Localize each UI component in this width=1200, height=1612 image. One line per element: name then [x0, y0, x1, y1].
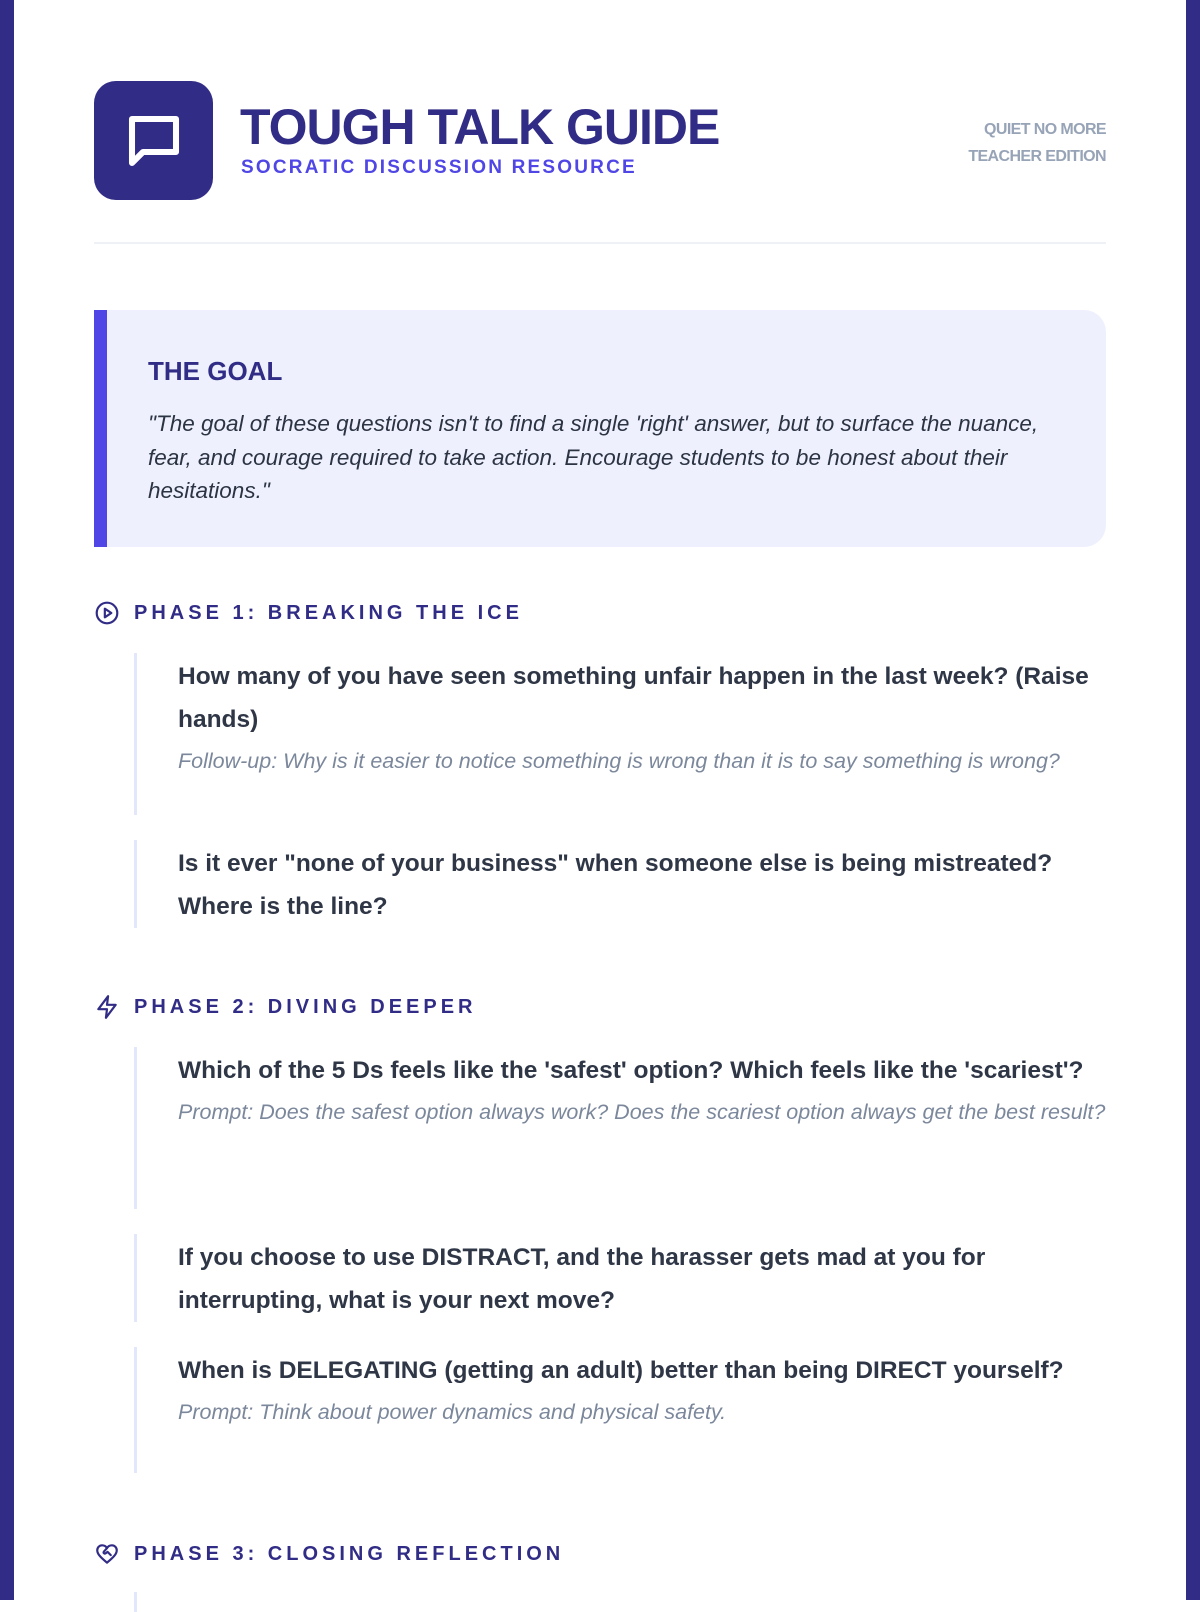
- goal-title: THE GOAL: [148, 356, 283, 386]
- phase-title: PHASE 3: CLOSING REFLECTION: [134, 1542, 565, 1565]
- phase-heading-2: [94, 992, 477, 1022]
- question-item: [134, 840, 1106, 928]
- question-text: Is it ever "none of your business" when someone else is being mistreated? Where is the line?: [178, 850, 1053, 920]
- phase-heading-3: [94, 1539, 564, 1569]
- question-text: If you choose to use DISTRACT, and the harasser gets mad at you for interrupting, what is your next move?: [178, 1244, 986, 1314]
- play-circle-icon: [94, 600, 120, 626]
- question-text: How many of you have seen something unfair happen in the last week? (Raise hands): [178, 663, 1089, 733]
- question-item: [134, 1047, 1106, 1209]
- question-text: When is DELEGATING (getting an adult) better than being DIRECT yourself?: [178, 1357, 1064, 1384]
- phase-heading-1: [94, 598, 523, 628]
- goal-text: "The goal of these questions isn't to find a single 'right' answer, but to surface the nuance, fear, and courage required to take action. Encourage students to be honest about their hesitations.": [148, 411, 1039, 503]
- question-item: [134, 653, 1106, 815]
- goal-callout: [94, 310, 1106, 547]
- question-item: [134, 1592, 1106, 1612]
- phase-title: PHASE 2: DIVING DEEPER: [134, 995, 477, 1018]
- page-frame-left: [0, 0, 14, 1600]
- page-subtitle: SOCRATIC DISCUSSION RESOURCE: [241, 157, 637, 178]
- lightning-icon: [94, 994, 120, 1020]
- edition-label: [968, 116, 1106, 170]
- question-item: [134, 1347, 1106, 1473]
- edition-name: TEACHER EDITION: [968, 148, 1106, 165]
- question-followup: Follow-up: Why is it easier to notice something is wrong than it is to say something is wrong?: [178, 749, 1060, 773]
- series-name: QUIET NO MORE: [984, 121, 1106, 138]
- logo: [94, 81, 213, 200]
- heart-handshake-icon: [94, 1541, 120, 1567]
- guide-page: [94, 0, 1106, 1565]
- page-frame-right: [1186, 0, 1200, 1600]
- question-followup: Prompt: Does the safest option always work? Does the scariest option always get the best result?: [178, 1100, 1106, 1124]
- page-header: [94, 0, 1106, 244]
- chat-bubble-icon: [121, 108, 187, 174]
- question-item: [134, 1234, 1106, 1322]
- phase-title: PHASE 1: BREAKING THE ICE: [134, 601, 523, 624]
- question-followup: Prompt: Think about power dynamics and physical safety.: [178, 1400, 727, 1424]
- question-text: Which of the 5 Ds feels like the 'safest' option? Which feels like the 'scariest'?: [178, 1057, 1084, 1084]
- page-title: TOUGH TALK GUIDE: [240, 99, 720, 155]
